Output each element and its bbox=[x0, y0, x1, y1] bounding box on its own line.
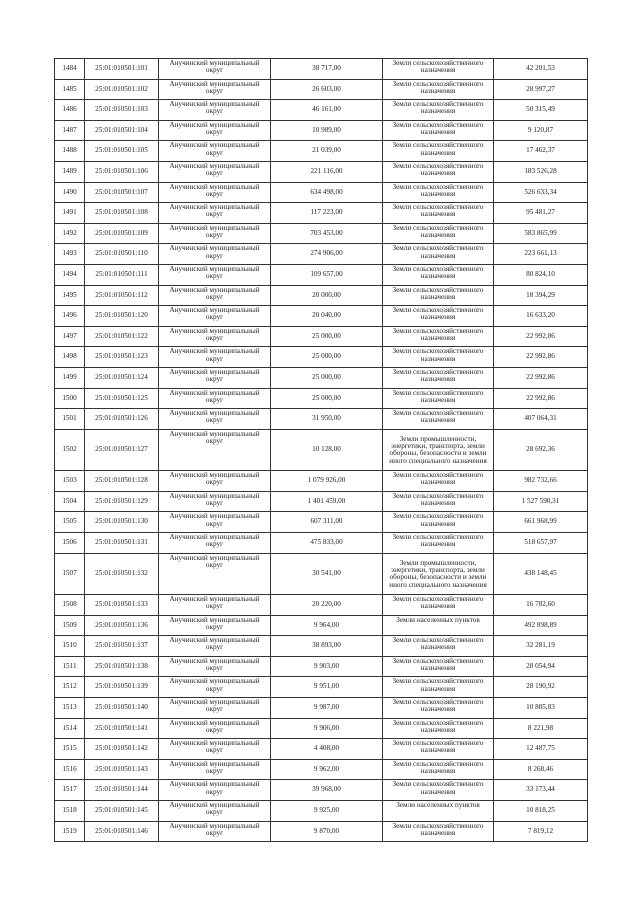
row-number-cell: 1489 bbox=[55, 161, 85, 182]
cadastral-value-cell: 661 968,99 bbox=[494, 512, 588, 533]
row-number-cell: 1485 bbox=[55, 79, 85, 100]
area-cell: 21 039,00 bbox=[271, 141, 383, 162]
owner-cell: Анучинский муниципальный округ bbox=[159, 264, 271, 285]
table-row bbox=[55, 285, 588, 306]
area-cell: 39 968,00 bbox=[271, 780, 383, 801]
row-number-cell: 1519 bbox=[55, 821, 85, 842]
cadastral-number-cell: 25:01:010501:111 bbox=[85, 264, 159, 285]
area-cell: 25 000,00 bbox=[271, 347, 383, 368]
cadastral-value-cell: 42 201,53 bbox=[494, 59, 588, 80]
cadastral-value-cell: 28 997,27 bbox=[494, 79, 588, 100]
owner-cell: Анучинский муниципальный округ bbox=[159, 182, 271, 203]
area-cell: 10 128,00 bbox=[271, 429, 383, 471]
owner-cell: Анучинский муниципальный округ bbox=[159, 388, 271, 409]
row-number-cell: 1505 bbox=[55, 512, 85, 533]
table-row bbox=[55, 636, 588, 657]
land-category-cell: Земли сельскохозяйственного назначения bbox=[383, 161, 494, 182]
row-number-cell: 1498 bbox=[55, 347, 85, 368]
area-cell: 9 925,00 bbox=[271, 801, 383, 822]
area-cell: 25 000,00 bbox=[271, 367, 383, 388]
cadastral-value-cell: 518 657,97 bbox=[494, 532, 588, 553]
cadastral-number-cell: 25:01:010501:110 bbox=[85, 244, 159, 265]
cadastral-number-cell: 25:01:010501:124 bbox=[85, 367, 159, 388]
cadastral-value-cell: 28 692,36 bbox=[494, 429, 588, 471]
cadastral-value-cell: 32 281,19 bbox=[494, 636, 588, 657]
cadastral-value-cell: 16 633,20 bbox=[494, 306, 588, 327]
cadastral-value-cell: 10 818,25 bbox=[494, 801, 588, 822]
land-category-cell: Земли промышленности, энергетики, транспорта, земли обороны, безопасности и земли иного специального назначения bbox=[383, 553, 494, 595]
cadastral-number-cell: 25:01:010501:108 bbox=[85, 203, 159, 224]
table-row bbox=[55, 471, 588, 492]
land-category-cell: Земли сельскохозяйственного назначения bbox=[383, 182, 494, 203]
cadastral-number-cell: 25:01:010501:143 bbox=[85, 759, 159, 780]
owner-cell: Анучинский муниципальный округ bbox=[159, 244, 271, 265]
row-number-cell: 1503 bbox=[55, 471, 85, 492]
area-cell: 9 870,00 bbox=[271, 821, 383, 842]
area-cell: 20 220,00 bbox=[271, 595, 383, 616]
row-number-cell: 1514 bbox=[55, 718, 85, 739]
cadastral-value-cell: 28 054,94 bbox=[494, 656, 588, 677]
land-category-cell: Земли населенных пунктов bbox=[383, 615, 494, 636]
area-cell: 46 161,00 bbox=[271, 100, 383, 121]
land-category-cell: Земли сельскохозяйственного назначения bbox=[383, 677, 494, 698]
owner-cell: Анучинский муниципальный округ bbox=[159, 367, 271, 388]
table-row bbox=[55, 595, 588, 616]
owner-cell: Анучинский муниципальный округ bbox=[159, 512, 271, 533]
area-cell: 20 000,00 bbox=[271, 285, 383, 306]
cadastral-number-cell: 25:01:010501:129 bbox=[85, 491, 159, 512]
cadastral-number-cell: 25:01:010501:146 bbox=[85, 821, 159, 842]
owner-cell: Анучинский муниципальный округ bbox=[159, 471, 271, 492]
table-row bbox=[55, 656, 588, 677]
row-number-cell: 1500 bbox=[55, 388, 85, 409]
land-category-cell: Земли сельскохозяйственного назначения bbox=[383, 223, 494, 244]
owner-cell: Анучинский муниципальный округ bbox=[159, 780, 271, 801]
table-row bbox=[55, 388, 588, 409]
table-row bbox=[55, 203, 588, 224]
cadastral-number-cell: 25:01:010501:123 bbox=[85, 347, 159, 368]
land-category-cell: Земли сельскохозяйственного назначения bbox=[383, 100, 494, 121]
cadastral-value-cell: 50 315,49 bbox=[494, 100, 588, 121]
owner-cell: Анучинский муниципальный округ bbox=[159, 532, 271, 553]
table-row bbox=[55, 718, 588, 739]
cadastral-number-cell: 25:01:010501:137 bbox=[85, 636, 159, 657]
owner-cell: Анучинский муниципальный округ bbox=[159, 306, 271, 327]
land-category-cell: Земли сельскохозяйственного назначения bbox=[383, 532, 494, 553]
table-row bbox=[55, 739, 588, 760]
area-cell: 9 903,00 bbox=[271, 656, 383, 677]
land-category-cell: Земли сельскохозяйственного назначения bbox=[383, 409, 494, 430]
owner-cell: Анучинский муниципальный округ bbox=[159, 203, 271, 224]
cadastral-number-cell: 25:01:010501:106 bbox=[85, 161, 159, 182]
cadastral-number-cell: 25:01:010501:128 bbox=[85, 471, 159, 492]
cadastral-number-cell: 25:01:010501:136 bbox=[85, 615, 159, 636]
table-row bbox=[55, 615, 588, 636]
owner-cell: Анучинский муниципальный округ bbox=[159, 285, 271, 306]
owner-cell: Анучинский муниципальный округ bbox=[159, 615, 271, 636]
area-cell: 475 833,00 bbox=[271, 532, 383, 553]
row-number-cell: 1491 bbox=[55, 203, 85, 224]
cadastral-number-cell: 25:01:010501:127 bbox=[85, 429, 159, 471]
land-category-cell: Земли сельскохозяйственного назначения bbox=[383, 59, 494, 80]
area-cell: 117 223,00 bbox=[271, 203, 383, 224]
cadastral-number-cell: 25:01:010501:120 bbox=[85, 306, 159, 327]
cadastral-number-cell: 25:01:010501:112 bbox=[85, 285, 159, 306]
table-row bbox=[55, 409, 588, 430]
cadastral-value-cell: 18 394,29 bbox=[494, 285, 588, 306]
table-row bbox=[55, 182, 588, 203]
owner-cell: Анучинский муниципальный округ bbox=[159, 161, 271, 182]
cadastral-number-cell: 25:01:010501:105 bbox=[85, 141, 159, 162]
row-number-cell: 1509 bbox=[55, 615, 85, 636]
owner-cell: Анучинский муниципальный округ bbox=[159, 739, 271, 760]
cadastral-value-cell: 492 898,89 bbox=[494, 615, 588, 636]
row-number-cell: 1511 bbox=[55, 656, 85, 677]
cadastral-value-cell: 583 865,99 bbox=[494, 223, 588, 244]
area-cell: 634 498,00 bbox=[271, 182, 383, 203]
land-category-cell: Земли сельскохозяйственного назначения bbox=[383, 636, 494, 657]
owner-cell: Анучинский муниципальный округ bbox=[159, 821, 271, 842]
row-number-cell: 1517 bbox=[55, 780, 85, 801]
cadastral-value-cell: 10 885,83 bbox=[494, 698, 588, 719]
table-body bbox=[55, 59, 588, 842]
area-cell: 9 987,00 bbox=[271, 698, 383, 719]
cadastral-number-cell: 25:01:010501:125 bbox=[85, 388, 159, 409]
area-cell: 31 950,00 bbox=[271, 409, 383, 430]
land-category-cell: Земли сельскохозяйственного назначения bbox=[383, 244, 494, 265]
land-category-cell: Земли сельскохозяйственного назначения bbox=[383, 367, 494, 388]
table-row bbox=[55, 801, 588, 822]
land-category-cell: Земли сельскохозяйственного назначения bbox=[383, 471, 494, 492]
owner-cell: Анучинский муниципальный округ bbox=[159, 636, 271, 657]
cadastral-number-cell: 25:01:010501:140 bbox=[85, 698, 159, 719]
owner-cell: Анучинский муниципальный округ bbox=[159, 656, 271, 677]
area-cell: 221 116,00 bbox=[271, 161, 383, 182]
row-number-cell: 1501 bbox=[55, 409, 85, 430]
table-row bbox=[55, 59, 588, 80]
row-number-cell: 1486 bbox=[55, 100, 85, 121]
area-cell: 109 657,00 bbox=[271, 264, 383, 285]
land-category-cell: Земли сельскохозяйственного назначения bbox=[383, 739, 494, 760]
land-category-cell: Земли сельскохозяйственного назначения bbox=[383, 759, 494, 780]
cadastral-value-cell: 17 462,37 bbox=[494, 141, 588, 162]
area-cell: 4 408,00 bbox=[271, 739, 383, 760]
row-number-cell: 1508 bbox=[55, 595, 85, 616]
owner-cell: Анучинский муниципальный округ bbox=[159, 326, 271, 347]
cadastral-number-cell: 25:01:010501:142 bbox=[85, 739, 159, 760]
area-cell: 1 079 926,00 bbox=[271, 471, 383, 492]
land-category-cell: Земли промышленности, энергетики, транспорта, земли обороны, безопасности и земли иного специального назначения bbox=[383, 429, 494, 471]
table-row bbox=[55, 223, 588, 244]
cadastral-number-cell: 25:01:010501:126 bbox=[85, 409, 159, 430]
owner-cell: Анучинский муниципальный округ bbox=[159, 677, 271, 698]
owner-cell: Анучинский муниципальный округ bbox=[159, 718, 271, 739]
row-number-cell: 1495 bbox=[55, 285, 85, 306]
table-row bbox=[55, 264, 588, 285]
area-cell: 9 906,00 bbox=[271, 718, 383, 739]
table-row bbox=[55, 491, 588, 512]
row-number-cell: 1506 bbox=[55, 532, 85, 553]
area-cell: 274 906,00 bbox=[271, 244, 383, 265]
cadastral-value-cell: 8 221,98 bbox=[494, 718, 588, 739]
table-row bbox=[55, 306, 588, 327]
cadastral-value-cell: 8 268,46 bbox=[494, 759, 588, 780]
table-row bbox=[55, 161, 588, 182]
cadastral-number-cell: 25:01:010501:133 bbox=[85, 595, 159, 616]
cadastral-number-cell: 25:01:010501:141 bbox=[85, 718, 159, 739]
cadastral-number-cell: 25:01:010501:130 bbox=[85, 512, 159, 533]
row-number-cell: 1494 bbox=[55, 264, 85, 285]
land-category-cell: Земли сельскохозяйственного назначения bbox=[383, 306, 494, 327]
table-row bbox=[55, 141, 588, 162]
row-number-cell: 1497 bbox=[55, 326, 85, 347]
area-cell: 25 000,00 bbox=[271, 326, 383, 347]
owner-cell: Анучинский муниципальный округ bbox=[159, 59, 271, 80]
row-number-cell: 1507 bbox=[55, 553, 85, 595]
owner-cell: Анучинский муниципальный округ bbox=[159, 141, 271, 162]
table-row bbox=[55, 759, 588, 780]
area-cell: 9 951,00 bbox=[271, 677, 383, 698]
cadastral-value-cell: 33 173,44 bbox=[494, 780, 588, 801]
table-row bbox=[55, 367, 588, 388]
cadastral-number-cell: 25:01:010501:132 bbox=[85, 553, 159, 595]
land-category-cell: Земли сельскохозяйственного назначения bbox=[383, 491, 494, 512]
owner-cell: Анучинский муниципальный округ bbox=[159, 595, 271, 616]
area-cell: 607 311,00 bbox=[271, 512, 383, 533]
table-row bbox=[55, 326, 588, 347]
owner-cell: Анучинский муниципальный округ bbox=[159, 347, 271, 368]
owner-cell: Анучинский муниципальный округ bbox=[159, 759, 271, 780]
cadastral-number-cell: 25:01:010501:144 bbox=[85, 780, 159, 801]
cadastral-value-cell: 80 824,10 bbox=[494, 264, 588, 285]
table-row bbox=[55, 120, 588, 141]
owner-cell: Анучинский муниципальный округ bbox=[159, 223, 271, 244]
land-category-cell: Земли сельскохозяйственного назначения bbox=[383, 595, 494, 616]
cadastral-value-cell: 22 992,86 bbox=[494, 367, 588, 388]
owner-cell: Анучинский муниципальный округ bbox=[159, 801, 271, 822]
table-row bbox=[55, 532, 588, 553]
owner-cell: Анучинский муниципальный округ bbox=[159, 79, 271, 100]
row-number-cell: 1492 bbox=[55, 223, 85, 244]
area-cell: 38 893,00 bbox=[271, 636, 383, 657]
cadastral-value-cell: 438 148,45 bbox=[494, 553, 588, 595]
land-category-cell: Земли сельскохозяйственного назначения bbox=[383, 512, 494, 533]
land-category-cell: Земли сельскохозяйственного назначения bbox=[383, 79, 494, 100]
area-cell: 10 989,00 bbox=[271, 120, 383, 141]
cadastral-value-cell: 183 526,28 bbox=[494, 161, 588, 182]
row-number-cell: 1518 bbox=[55, 801, 85, 822]
cadastral-number-cell: 25:01:010501:122 bbox=[85, 326, 159, 347]
cadastral-number-cell: 25:01:010501:131 bbox=[85, 532, 159, 553]
cadastral-value-cell: 12 487,75 bbox=[494, 739, 588, 760]
land-category-cell: Земли сельскохозяйственного назначения bbox=[383, 718, 494, 739]
land-category-cell: Земли сельскохозяйственного назначения bbox=[383, 264, 494, 285]
land-category-cell: Земли сельскохозяйственного назначения bbox=[383, 821, 494, 842]
area-cell: 30 541,00 bbox=[271, 553, 383, 595]
cadastral-number-cell: 25:01:010501:101 bbox=[85, 59, 159, 80]
cadastral-number-cell: 25:01:010501:139 bbox=[85, 677, 159, 698]
land-category-cell: Земли сельскохозяйственного назначения bbox=[383, 285, 494, 306]
cadastral-number-cell: 25:01:010501:138 bbox=[85, 656, 159, 677]
cadastral-value-cell: 16 782,60 bbox=[494, 595, 588, 616]
area-cell: 25 000,00 bbox=[271, 388, 383, 409]
land-registry-table bbox=[54, 58, 588, 842]
land-category-cell: Земли сельскохозяйственного назначения bbox=[383, 326, 494, 347]
row-number-cell: 1515 bbox=[55, 739, 85, 760]
land-category-cell: Земли сельскохозяйственного назначения bbox=[383, 347, 494, 368]
cadastral-value-cell: 1 527 590,31 bbox=[494, 491, 588, 512]
table-row bbox=[55, 780, 588, 801]
land-category-cell: Земли сельскохозяйственного назначения bbox=[383, 141, 494, 162]
row-number-cell: 1493 bbox=[55, 244, 85, 265]
table-row bbox=[55, 698, 588, 719]
table-row bbox=[55, 821, 588, 842]
land-category-cell: Земли сельскохозяйственного назначения bbox=[383, 203, 494, 224]
row-number-cell: 1504 bbox=[55, 491, 85, 512]
land-category-cell: Земли сельскохозяйственного назначения bbox=[383, 388, 494, 409]
row-number-cell: 1487 bbox=[55, 120, 85, 141]
row-number-cell: 1502 bbox=[55, 429, 85, 471]
cadastral-number-cell: 25:01:010501:107 bbox=[85, 182, 159, 203]
cadastral-value-cell: 22 992,86 bbox=[494, 347, 588, 368]
cadastral-value-cell: 22 992,86 bbox=[494, 388, 588, 409]
table-row bbox=[55, 553, 588, 595]
owner-cell: Анучинский муниципальный округ bbox=[159, 491, 271, 512]
row-number-cell: 1488 bbox=[55, 141, 85, 162]
row-number-cell: 1512 bbox=[55, 677, 85, 698]
table-row bbox=[55, 347, 588, 368]
land-category-cell: Земли сельскохозяйственного назначения bbox=[383, 656, 494, 677]
table-row bbox=[55, 244, 588, 265]
row-number-cell: 1499 bbox=[55, 367, 85, 388]
owner-cell: Анучинский муниципальный округ bbox=[159, 100, 271, 121]
land-category-cell: Земли сельскохозяйственного назначения bbox=[383, 780, 494, 801]
owner-cell: Анучинский муниципальный округ bbox=[159, 553, 271, 595]
area-cell: 20 040,00 bbox=[271, 306, 383, 327]
table-row bbox=[55, 512, 588, 533]
land-category-cell: Земли сельскохозяйственного назначения bbox=[383, 120, 494, 141]
area-cell: 38 717,00 bbox=[271, 59, 383, 80]
cadastral-number-cell: 25:01:010501:104 bbox=[85, 120, 159, 141]
cadastral-value-cell: 982 732,66 bbox=[494, 471, 588, 492]
cadastral-value-cell: 95 481,27 bbox=[494, 203, 588, 224]
table-row bbox=[55, 677, 588, 698]
owner-cell: Анучинский муниципальный округ bbox=[159, 429, 271, 471]
area-cell: 9 962,00 bbox=[271, 759, 383, 780]
land-category-cell: Земли сельскохозяйственного назначения bbox=[383, 698, 494, 719]
cadastral-value-cell: 9 120,87 bbox=[494, 120, 588, 141]
cadastral-value-cell: 407 064,31 bbox=[494, 409, 588, 430]
cadastral-value-cell: 28 190,92 bbox=[494, 677, 588, 698]
row-number-cell: 1484 bbox=[55, 59, 85, 80]
row-number-cell: 1513 bbox=[55, 698, 85, 719]
row-number-cell: 1490 bbox=[55, 182, 85, 203]
cadastral-number-cell: 25:01:010501:102 bbox=[85, 79, 159, 100]
row-number-cell: 1496 bbox=[55, 306, 85, 327]
cadastral-value-cell: 22 992,86 bbox=[494, 326, 588, 347]
table-row bbox=[55, 429, 588, 471]
area-cell: 26 603,00 bbox=[271, 79, 383, 100]
area-cell: 703 453,00 bbox=[271, 223, 383, 244]
row-number-cell: 1510 bbox=[55, 636, 85, 657]
area-cell: 1 401 459,00 bbox=[271, 491, 383, 512]
owner-cell: Анучинский муниципальный округ bbox=[159, 120, 271, 141]
cadastral-number-cell: 25:01:010501:109 bbox=[85, 223, 159, 244]
cadastral-number-cell: 25:01:010501:145 bbox=[85, 801, 159, 822]
cadastral-value-cell: 526 633,34 bbox=[494, 182, 588, 203]
owner-cell: Анучинский муниципальный округ bbox=[159, 409, 271, 430]
land-category-cell: Земли населенных пунктов bbox=[383, 801, 494, 822]
owner-cell: Анучинский муниципальный округ bbox=[159, 698, 271, 719]
table-row bbox=[55, 79, 588, 100]
row-number-cell: 1516 bbox=[55, 759, 85, 780]
cadastral-value-cell: 7 819,12 bbox=[494, 821, 588, 842]
cadastral-number-cell: 25:01:010501:103 bbox=[85, 100, 159, 121]
cadastral-value-cell: 223 661,13 bbox=[494, 244, 588, 265]
area-cell: 9 964,00 bbox=[271, 615, 383, 636]
table-row bbox=[55, 100, 588, 121]
